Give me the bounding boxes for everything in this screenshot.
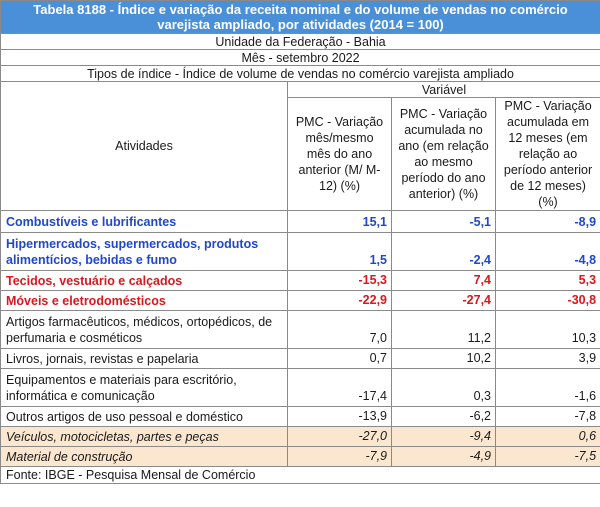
cell-12-months: 5,3 xyxy=(496,271,600,291)
row-label: Combustíveis e lubrificantes xyxy=(1,211,288,233)
cell-year-to-date: 0,3 xyxy=(392,369,496,407)
cell-monthly: -15,3 xyxy=(288,271,392,291)
cell-year-to-date: -4,9 xyxy=(392,447,496,467)
table-row xyxy=(1,271,600,291)
cell-year-to-date: -9,4 xyxy=(392,427,496,447)
cell-12-months: -30,8 xyxy=(496,291,600,311)
row-label: Outros artigos de uso pessoal e doméstico xyxy=(1,407,288,427)
cell-monthly: -13,9 xyxy=(288,407,392,427)
cell-year-to-date: 10,2 xyxy=(392,349,496,369)
cell-year-to-date: 11,2 xyxy=(392,311,496,349)
cell-monthly: 15,1 xyxy=(288,211,392,233)
row-label: Móveis e eletrodomésticos xyxy=(1,291,288,311)
table-row xyxy=(1,349,600,369)
cell-monthly: 7,0 xyxy=(288,311,392,349)
col-header-12-months: PMC - Variação acumulada em 12 meses (em relação ao período anterior de 12 meses) (%) xyxy=(496,98,600,211)
col-header-monthly: PMC - Variação mês/mesmo mês do ano anterior (M/ M-12) (%) xyxy=(288,98,392,211)
cell-year-to-date: 7,4 xyxy=(392,271,496,291)
table-row xyxy=(1,427,600,447)
variable-header: Variável xyxy=(288,82,600,98)
cell-monthly: -7,9 xyxy=(288,447,392,467)
uf-label: Unidade da Federação - Bahia xyxy=(1,34,600,50)
cell-12-months: -7,5 xyxy=(496,447,600,467)
table-row xyxy=(1,407,600,427)
row-label: Artigos farmacêuticos, médicos, ortopédicos, de perfumaria e cosméticos xyxy=(1,311,288,349)
table-row xyxy=(1,291,600,311)
cell-monthly: 1,5 xyxy=(288,233,392,271)
cell-12-months: -4,8 xyxy=(496,233,600,271)
cell-12-months: -1,6 xyxy=(496,369,600,407)
cell-12-months: -7,8 xyxy=(496,407,600,427)
table-title: Tabela 8188 - Índice e variação da receita nominal e do volume de vendas no comércio varejista ampliado, por atividades (2014 = 100) xyxy=(1,1,600,34)
col-header-year-to-date: PMC - Variação acumulada no ano (em relação ao mesmo período do ano anterior) (%) xyxy=(392,98,496,211)
index-type-label: Tipos de índice - Índice de volume de vendas no comércio varejista ampliado xyxy=(1,66,600,82)
cell-12-months: 3,9 xyxy=(496,349,600,369)
cell-year-to-date: -5,1 xyxy=(392,211,496,233)
table-row xyxy=(1,311,600,349)
cell-monthly: -17,4 xyxy=(288,369,392,407)
row-label: Veículos, motocicletas, partes e peças xyxy=(1,427,288,447)
row-label: Equipamentos e materiais para escritório, informática e comunicação xyxy=(1,369,288,407)
cell-monthly: 0,7 xyxy=(288,349,392,369)
cell-year-to-date: -2,4 xyxy=(392,233,496,271)
cell-12-months: -8,9 xyxy=(496,211,600,233)
row-label: Tecidos, vestuário e calçados xyxy=(1,271,288,291)
row-label: Hipermercados, supermercados, produtos alimentícios, bebidas e fumo xyxy=(1,233,288,271)
cell-monthly: -27,0 xyxy=(288,427,392,447)
table-row xyxy=(1,369,600,407)
row-label: Material de construção xyxy=(1,447,288,467)
cell-12-months: 0,6 xyxy=(496,427,600,447)
cell-year-to-date: -6,2 xyxy=(392,407,496,427)
source-note: Fonte: IBGE - Pesquisa Mensal de Comércio xyxy=(1,467,600,484)
cell-12-months: 10,3 xyxy=(496,311,600,349)
row-label: Livros, jornais, revistas e papelaria xyxy=(1,349,288,369)
table-row xyxy=(1,447,600,467)
cell-monthly: -22,9 xyxy=(288,291,392,311)
activities-header: Atividades xyxy=(1,82,288,211)
cell-year-to-date: -27,4 xyxy=(392,291,496,311)
table-row xyxy=(1,233,600,271)
month-label: Mês - setembro 2022 xyxy=(1,50,600,66)
table-row xyxy=(1,211,600,233)
